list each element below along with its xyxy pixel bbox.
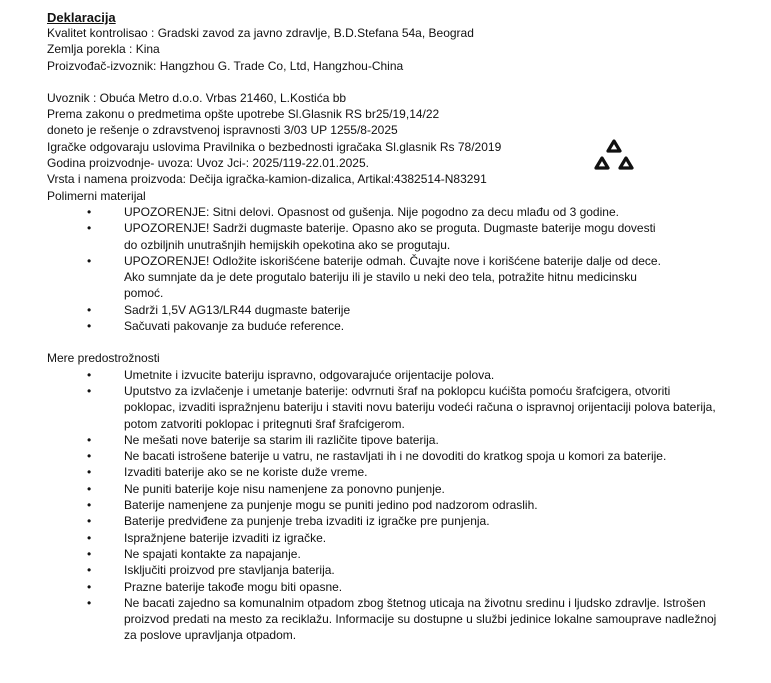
- bullet: •: [87, 514, 92, 529]
- precaution-text: Baterije predviđene za punjenje treba izvaditi iz igračke pre punjenja.: [124, 514, 490, 529]
- list-item: [47, 513, 747, 529]
- bullet: •: [87, 449, 92, 464]
- precaution-text: Ne bacati zajedno sa komunalnim otpadom zbog štetnog uticaja na životnu sredinu i ljudsko zdravlje. Istrošen proizvod predati na mesto za reciklažu. Informacije su dostupne u službi jedinice lokalne samouprave nadležnoj za poslove upravljanja otpadom.: [124, 595, 717, 643]
- list-item: [47, 464, 747, 480]
- list-item: [47, 497, 747, 513]
- bullet: •: [87, 563, 92, 578]
- bullet: •: [87, 302, 92, 317]
- precaution-text: Uputstvo za izvlačenje i umetanje baterije: odvrnuti šraf na poklopcu kućišta pomoću šrafcigera, otvoriti poklopac, izvaditi ispražnjenu bateriju i staviti novu bateriju vodeći računa o ispravnoj orijentaciji polova baterija, potom zatvoriti poklopac i pritegnuti šraf šrafcigerom.: [124, 383, 716, 431]
- list-item: [47, 546, 747, 562]
- precaution-text: Ispražnjene baterije izvaditi iz igračke.: [124, 530, 327, 545]
- warning-text: UPOZORENJE: Sitni delovi. Opasnost od gušenja. Nije pogodno za decu mlađu od 3 godine.: [124, 204, 619, 219]
- warnings-list: [47, 204, 747, 334]
- bullet: •: [87, 367, 92, 382]
- list-item: [47, 204, 747, 220]
- bullet: •: [87, 579, 92, 594]
- precaution-text: Umetnite i izvucite bateriju ispravno, odgovarajuće orijentacije polova.: [124, 367, 495, 382]
- importer-line: Uvoznik : Obuća Metro d.o.o. Vrbas 21460, L.Kostića bb: [47, 90, 347, 105]
- precaution-text: Isključiti proizvod pre stavljanja baterija.: [124, 563, 335, 578]
- bullet: •: [87, 319, 92, 334]
- list-item: [47, 562, 747, 578]
- blank-line: [47, 74, 747, 90]
- declaration-document: [47, 10, 747, 644]
- warning-text: UPOZORENJE! Odložite iskorišćene baterije odmah. Čuvajte nove i korišćene baterije dalje od dece. Ako sumnjate da je dete progutalo bateriju ili je stavilo u neki deo tela, potražite hitnu medicinsku pomoć.: [124, 253, 661, 301]
- precaution-text: Ne bacati istrošene baterije u vatru, ne rastavljati ih i ne dovoditi do kratkog spoja u komori za baterije.: [124, 449, 667, 464]
- product-type-line: Vrsta i namena proizvoda: Dečija igračka-kamion-dizalica, Artikal:4382514-N83291: [47, 172, 487, 187]
- warning-text: UPOZORENJE! Sadrži dugmaste baterije. Opasno ako se proguta. Dugmaste baterije mogu dovesti do ozbiljnih unutrašnjih hemijskih opekotina ako se progutaju.: [124, 221, 656, 252]
- list-item: [47, 432, 747, 448]
- list-item: [47, 530, 747, 546]
- bullet: •: [87, 595, 92, 610]
- bullet: •: [87, 432, 92, 447]
- precaution-text: Ne spajati kontakte za napajanje.: [124, 546, 301, 561]
- list-item: [47, 579, 747, 595]
- precaution-text: Baterije namenjene za punjenje mogu se puniti jedino pod nadzorom odraslih.: [124, 498, 538, 513]
- list-item: [47, 481, 747, 497]
- warning-text: Sadrži 1,5V AG13/LR44 dugmaste baterije: [124, 302, 351, 317]
- blank-line: [47, 334, 747, 350]
- bullet: •: [87, 546, 92, 561]
- health-decision-line: doneto je rešenje o zdravstvenoj ispravnosti 3/03 UP 1255/8-2025: [47, 123, 398, 138]
- precautions-list: [47, 367, 747, 644]
- triangle-of-triangles-icon: [592, 138, 636, 174]
- list-item: [47, 448, 747, 464]
- list-item: [47, 318, 747, 334]
- law-reference-line: Prema zakonu o predmetima opšte upotrebe Sl.Glasnik RS br25/19,14/22: [47, 107, 440, 122]
- bullet: •: [87, 253, 92, 268]
- list-item: [47, 302, 747, 318]
- list-item: [47, 220, 747, 253]
- quality-control-line: Kvalitet kontrolisao : Gradski zavod za javno zdravlje, B.D.Stefana 54a, Beograd: [47, 26, 474, 40]
- precaution-text: Ne puniti baterije koje nisu namenjene za ponovno punjenje.: [124, 481, 445, 496]
- toy-safety-line: Igračke odgovaraju uslovima Pravilnika o bezbednosti igračaka Sl.glasnik Rs 78/2019: [47, 139, 502, 154]
- bullet: •: [87, 204, 92, 219]
- bullet: •: [87, 481, 92, 496]
- list-item: [47, 367, 747, 383]
- warning-text: Sačuvati pakovanje za buduće reference.: [124, 319, 345, 334]
- document-title: Deklaracija: [47, 10, 116, 25]
- precautions-heading: Mere predostrožnosti: [47, 351, 160, 366]
- precaution-text: Prazne baterije takođe mogu biti opasne.: [124, 579, 343, 594]
- precaution-text: Ne mešati nove baterije sa starim ili različite tipove baterija.: [124, 432, 439, 447]
- bullet: •: [87, 383, 92, 398]
- bullet: •: [87, 221, 92, 236]
- bullet: •: [87, 465, 92, 480]
- material-line: Polimerni materijal: [47, 188, 146, 203]
- country-of-origin-line: Zemlja porekla : Kina: [47, 42, 160, 57]
- manufacturer-line: Proizvođač-izvoznik: Hangzhou G. Trade Co, Ltd, Hangzhou-China: [47, 58, 404, 73]
- production-year-line: Godina proizvodnje- uvoza: Uvoz Jci-: 2025/119-22.01.2025.: [47, 156, 369, 171]
- precaution-text: Izvaditi baterije ako se ne koriste duže vreme.: [124, 465, 368, 480]
- list-item: [47, 595, 747, 644]
- list-item: [47, 383, 747, 432]
- list-item: [47, 253, 747, 302]
- bullet: •: [87, 530, 92, 545]
- bullet: •: [87, 498, 92, 513]
